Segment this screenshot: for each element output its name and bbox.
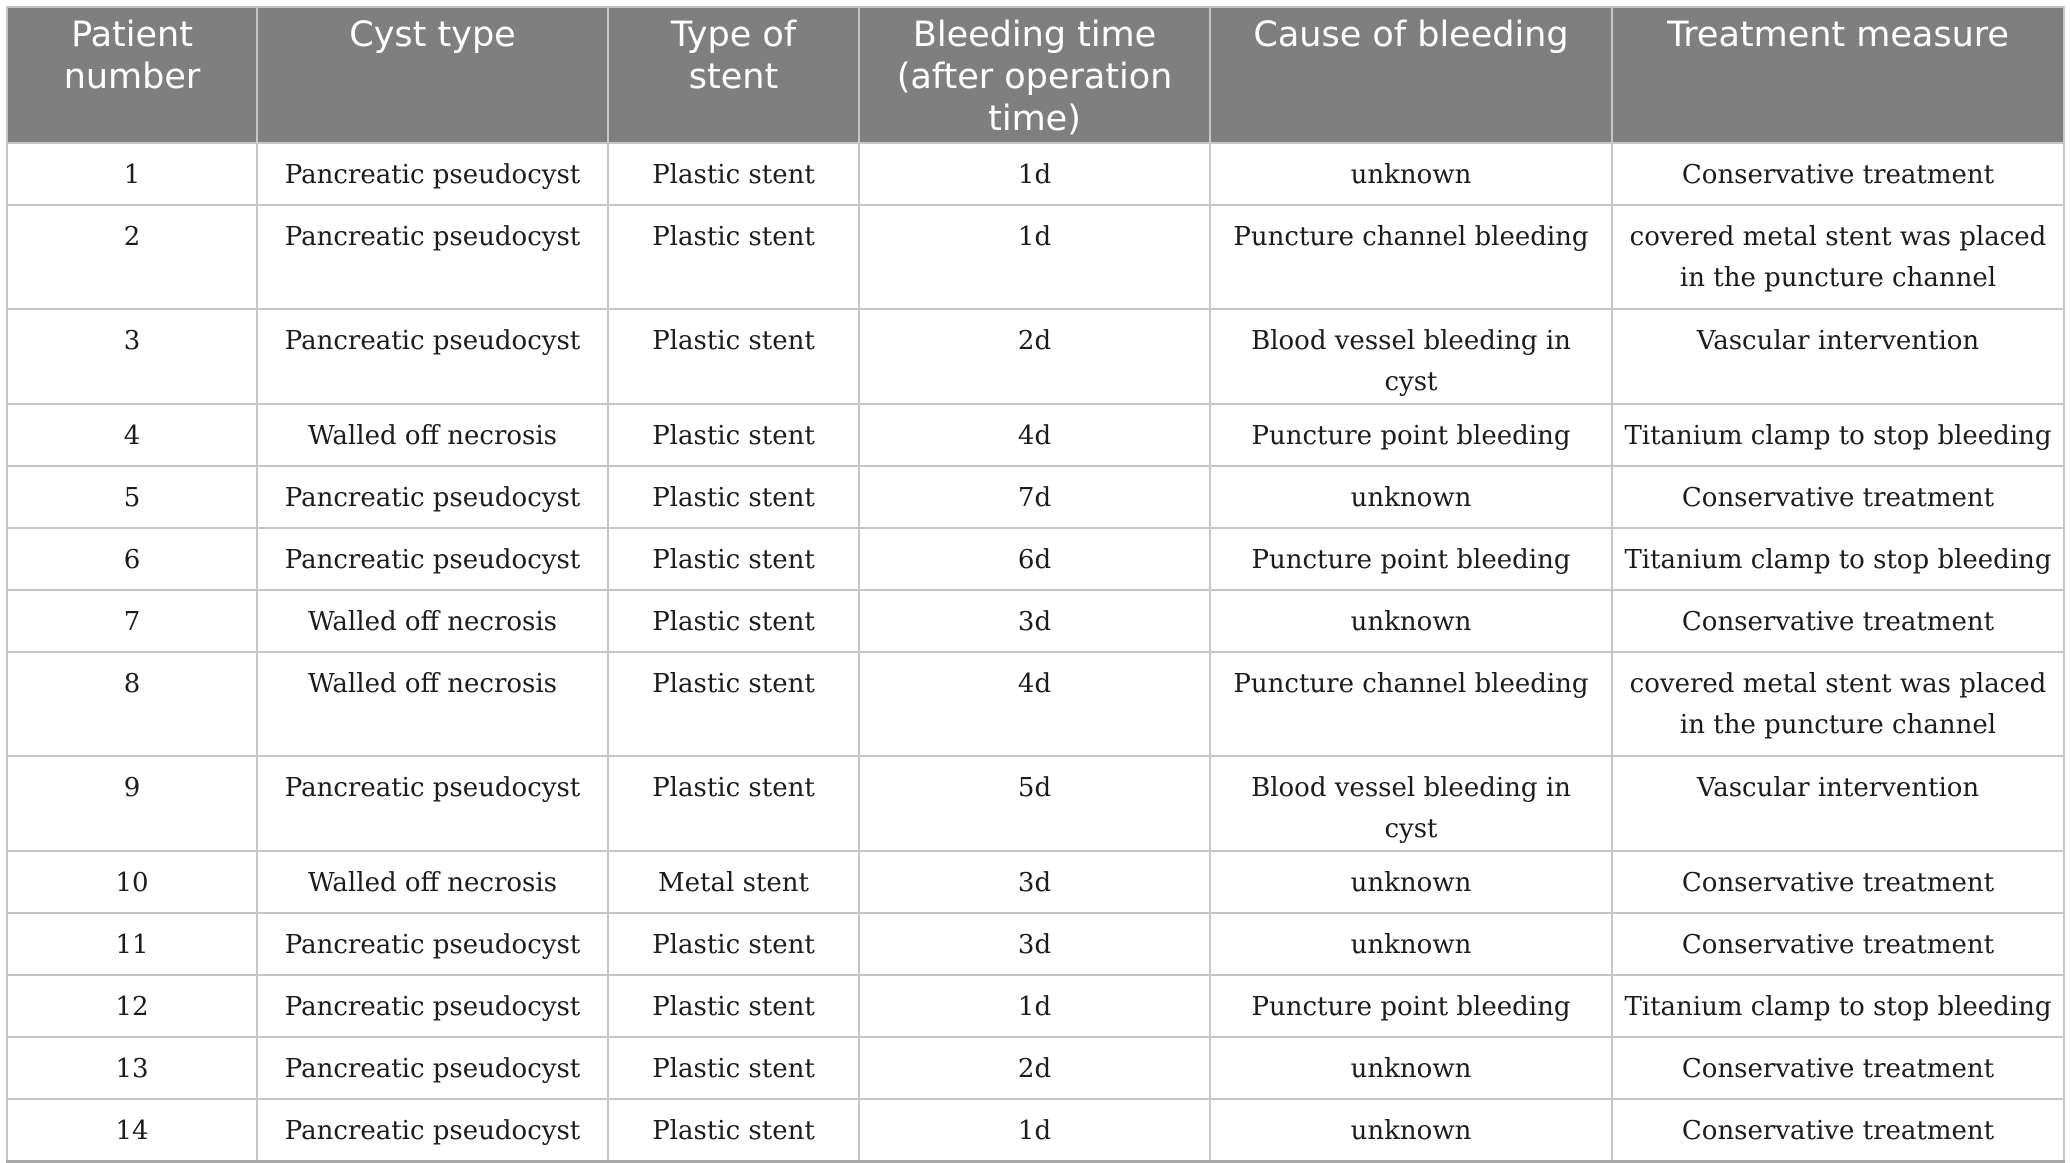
table-header xyxy=(7,7,2064,143)
cell-patient-number: 9 xyxy=(7,756,257,851)
cell-cause: Blood vessel bleeding in cyst xyxy=(1210,756,1612,851)
header-cyst-type: Cyst type xyxy=(257,7,608,143)
cell-treatment: Conservative treatment xyxy=(1612,913,2064,975)
cell-cyst-type: Pancreatic pseudocyst xyxy=(257,975,608,1037)
cell-patient-number: 14 xyxy=(7,1099,257,1161)
cell-bleeding-time: 1d xyxy=(859,205,1210,309)
table-row xyxy=(7,205,2064,309)
cell-treatment: Titanium clamp to stop bleeding xyxy=(1612,528,2064,590)
bleeding-cases-table xyxy=(6,6,2065,1163)
cell-stent-type: Plastic stent xyxy=(608,466,859,528)
cell-stent-type: Plastic stent xyxy=(608,205,859,309)
cell-bleeding-time: 7d xyxy=(859,466,1210,528)
cell-stent-type: Plastic stent xyxy=(608,756,859,851)
cell-treatment: Conservative treatment xyxy=(1612,851,2064,913)
cell-bleeding-time: 3d xyxy=(859,590,1210,652)
cell-bleeding-time: 5d xyxy=(859,756,1210,851)
cell-patient-number: 10 xyxy=(7,851,257,913)
cell-bleeding-time: 2d xyxy=(859,309,1210,404)
cell-bleeding-time: 4d xyxy=(859,404,1210,466)
cell-cyst-type: Pancreatic pseudocyst xyxy=(257,205,608,309)
cell-treatment: Titanium clamp to stop bleeding xyxy=(1612,404,2064,466)
cell-cyst-type: Pancreatic pseudocyst xyxy=(257,1099,608,1161)
cell-treatment: covered metal stent was placed in the puncture channel xyxy=(1612,205,2064,309)
header-patient-number: Patient number xyxy=(7,7,257,143)
cell-cyst-type: Pancreatic pseudocyst xyxy=(257,913,608,975)
cell-stent-type: Plastic stent xyxy=(608,143,859,205)
cell-treatment: Conservative treatment xyxy=(1612,143,2064,205)
cell-stent-type: Plastic stent xyxy=(608,590,859,652)
cell-patient-number: 13 xyxy=(7,1037,257,1099)
cell-cyst-type: Walled off necrosis xyxy=(257,652,608,756)
cell-bleeding-time: 2d xyxy=(859,1037,1210,1099)
cell-treatment: Vascular intervention xyxy=(1612,756,2064,851)
cell-cause: unknown xyxy=(1210,1037,1612,1099)
cell-patient-number: 3 xyxy=(7,309,257,404)
cell-cyst-type: Pancreatic pseudocyst xyxy=(257,466,608,528)
table-row xyxy=(7,143,2064,205)
table-row xyxy=(7,652,2064,756)
cell-patient-number: 8 xyxy=(7,652,257,756)
cell-bleeding-time: 4d xyxy=(859,652,1210,756)
cell-patient-number: 4 xyxy=(7,404,257,466)
table-row xyxy=(7,851,2064,913)
cell-cause: Blood vessel bleeding in cyst xyxy=(1210,309,1612,404)
cell-cause: Puncture point bleeding xyxy=(1210,975,1612,1037)
cell-cause: unknown xyxy=(1210,590,1612,652)
cell-stent-type: Plastic stent xyxy=(608,1037,859,1099)
cell-cause: Puncture channel bleeding xyxy=(1210,652,1612,756)
cell-cause: Puncture point bleeding xyxy=(1210,528,1612,590)
cell-treatment: covered metal stent was placed in the puncture channel xyxy=(1612,652,2064,756)
cell-bleeding-time: 1d xyxy=(859,975,1210,1037)
cell-cause: unknown xyxy=(1210,143,1612,205)
cell-cyst-type: Walled off necrosis xyxy=(257,590,608,652)
cell-bleeding-time: 3d xyxy=(859,913,1210,975)
cell-cause: unknown xyxy=(1210,466,1612,528)
table-row xyxy=(7,404,2064,466)
table-row xyxy=(7,1037,2064,1099)
cell-patient-number: 1 xyxy=(7,143,257,205)
table-row xyxy=(7,756,2064,851)
cell-patient-number: 6 xyxy=(7,528,257,590)
cell-stent-type: Plastic stent xyxy=(608,652,859,756)
cell-cyst-type: Pancreatic pseudocyst xyxy=(257,756,608,851)
cell-patient-number: 5 xyxy=(7,466,257,528)
cell-patient-number: 12 xyxy=(7,975,257,1037)
table-row xyxy=(7,975,2064,1037)
cell-treatment: Vascular intervention xyxy=(1612,309,2064,404)
cell-cause: unknown xyxy=(1210,1099,1612,1161)
cell-bleeding-time: 6d xyxy=(859,528,1210,590)
cell-bleeding-time: 1d xyxy=(859,1099,1210,1161)
cell-bleeding-time: 1d xyxy=(859,143,1210,205)
cell-treatment: Conservative treatment xyxy=(1612,590,2064,652)
cell-treatment: Conservative treatment xyxy=(1612,1099,2064,1161)
cell-treatment: Titanium clamp to stop bleeding xyxy=(1612,975,2064,1037)
cell-stent-type: Plastic stent xyxy=(608,975,859,1037)
cell-patient-number: 2 xyxy=(7,205,257,309)
header-bleeding-time: Bleeding time (after operation time) xyxy=(859,7,1210,143)
table-body xyxy=(7,143,2064,1161)
table-row xyxy=(7,590,2064,652)
cell-cause: Puncture point bleeding xyxy=(1210,404,1612,466)
cell-cyst-type: Walled off necrosis xyxy=(257,404,608,466)
header-row xyxy=(7,7,2064,143)
cell-cyst-type: Pancreatic pseudocyst xyxy=(257,309,608,404)
cell-stent-type: Metal stent xyxy=(608,851,859,913)
table-row xyxy=(7,913,2064,975)
cell-cyst-type: Pancreatic pseudocyst xyxy=(257,1037,608,1099)
table-row xyxy=(7,528,2064,590)
table-row xyxy=(7,309,2064,404)
cell-patient-number: 7 xyxy=(7,590,257,652)
cell-stent-type: Plastic stent xyxy=(608,309,859,404)
header-type-of-stent: Type of stent xyxy=(608,7,859,143)
cell-cyst-type: Walled off necrosis xyxy=(257,851,608,913)
cell-patient-number: 11 xyxy=(7,913,257,975)
cell-stent-type: Plastic stent xyxy=(608,1099,859,1161)
cell-stent-type: Plastic stent xyxy=(608,404,859,466)
cell-stent-type: Plastic stent xyxy=(608,913,859,975)
cell-cause: Puncture channel bleeding xyxy=(1210,205,1612,309)
cell-treatment: Conservative treatment xyxy=(1612,1037,2064,1099)
cell-cyst-type: Pancreatic pseudocyst xyxy=(257,528,608,590)
cell-stent-type: Plastic stent xyxy=(608,528,859,590)
cell-cyst-type: Pancreatic pseudocyst xyxy=(257,143,608,205)
cell-cause: unknown xyxy=(1210,913,1612,975)
header-cause-of-bleeding: Cause of bleeding xyxy=(1210,7,1612,143)
table-row xyxy=(7,1099,2064,1161)
cell-cause: unknown xyxy=(1210,851,1612,913)
cell-treatment: Conservative treatment xyxy=(1612,466,2064,528)
table-row xyxy=(7,466,2064,528)
cell-bleeding-time: 3d xyxy=(859,851,1210,913)
header-treatment-measure: Treatment measure xyxy=(1612,7,2064,143)
